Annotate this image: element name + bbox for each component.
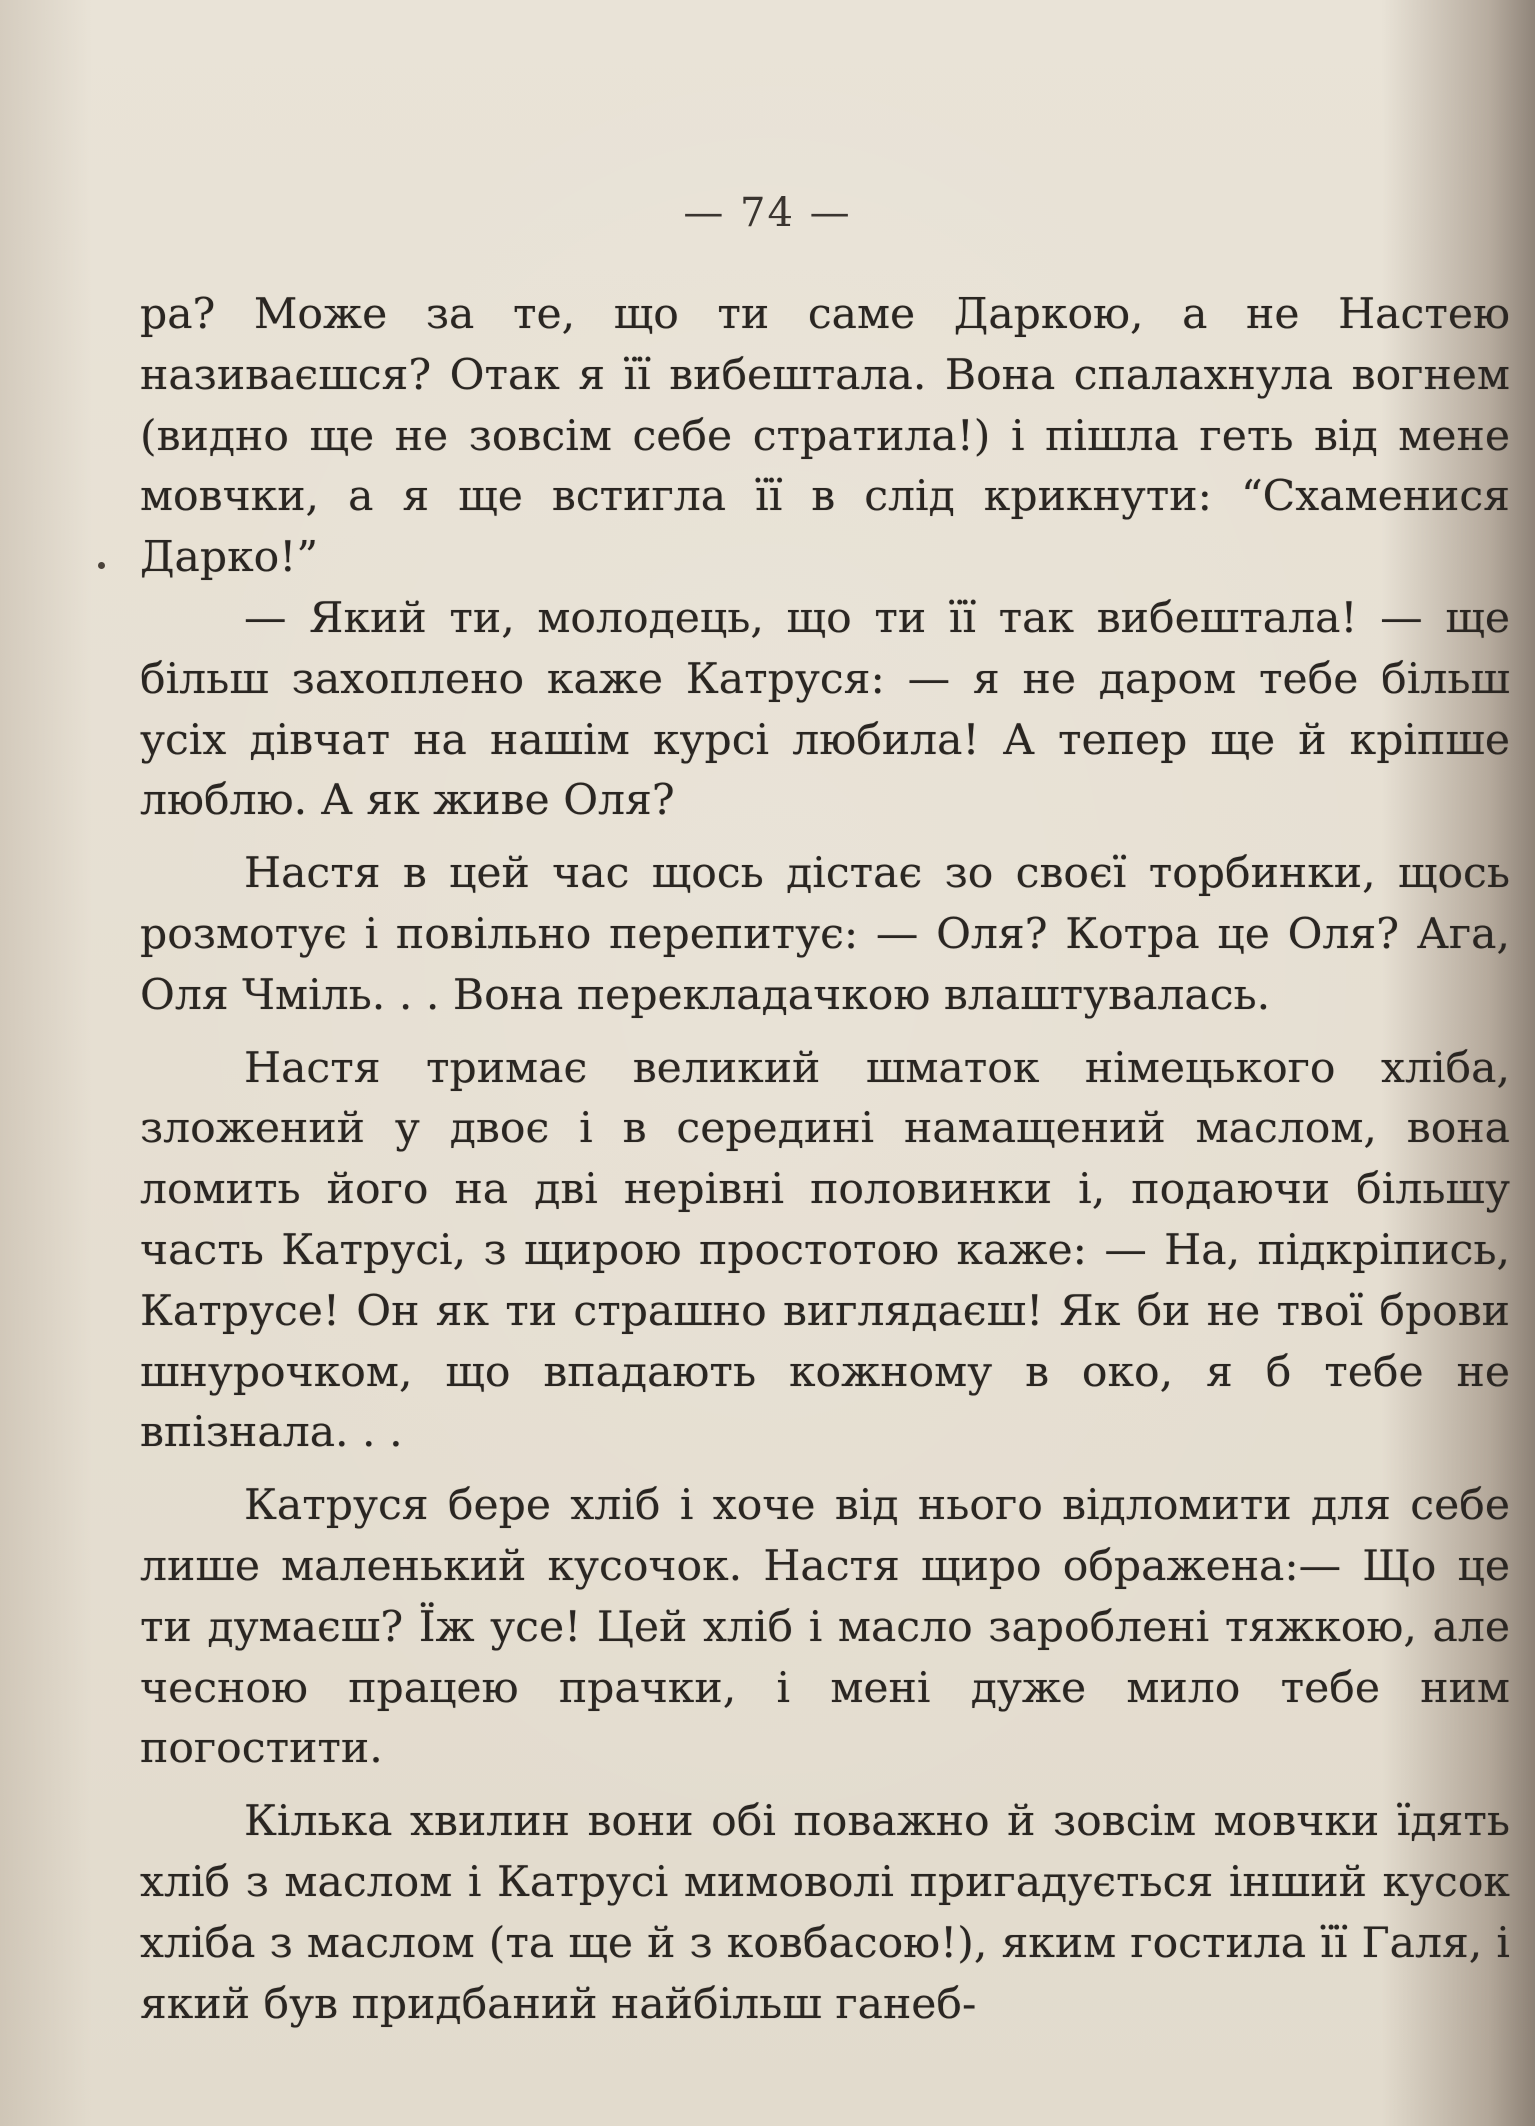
paragraph-6: Кілька хвилин вони обі поважно й зовсім мовчки їдять хліб з маслом і Катрусі мимоволі пригадується інший кусок хліба з маслом (та ще й з ковбасою!), яким гостила її Галя, і який був придбаний найбільш ганеб- [140, 1797, 1510, 2029]
paragraph-1: ра? Може за те, що ти саме Даркою, а не Настею називаєшся? Отак я її вибештала. Вона спалахнула вогнем (видно ще не зовсім себе стратила!) і пішла геть від мене мовчки, а я ще встигла її в слід крикнути: “Схаменися Дарко!” [140, 290, 1510, 583]
paragraph-3: Настя в цей час щось дістає зо своєї торбинки, щось розмотує і повільно перепитує: — Оля? Котра це Оля? Ага, Оля Чміль. . . Вона перекладачкою влаштувалась. [140, 849, 1510, 1020]
paragraph-5: Катруся бере хліб і хоче від нього відломити для себе лише маленький кусочок. Настя щиро ображена:— Що це ти думаєш? Їж усе! Цей хліб і масло зароблені тяжкою, але чесною працею прачки, і мені дуже мило тебе ним погостити. [140, 1481, 1510, 1774]
paragraph-4: Настя тримає великий шматок німецького хліба, зложений у двоє і в середині намащений маслом, вона ломить його на дві нерівні половинки і, подаючи більшу часть Катрусі, з щирою простотою каже: — На, підкріпись, Катрусе! Он як ти страшно виглядаєш! Як би не твої брови шнурочком, що впадають кожному в око, я б тебе не впізнала. . . [140, 1043, 1510, 1458]
body-text [140, 285, 1510, 2035]
margin-mark [98, 562, 105, 569]
paragraph-2: — Який ти, молодець, що ти її так вибештала! — ще більш захоплено каже Катруся: — я не даром тебе більш усіх дівчат на нашім курсі любила! А тепер ще й кріпше люблю. А як живе Оля? [140, 593, 1510, 826]
page-number: — 74 — [683, 190, 852, 236]
